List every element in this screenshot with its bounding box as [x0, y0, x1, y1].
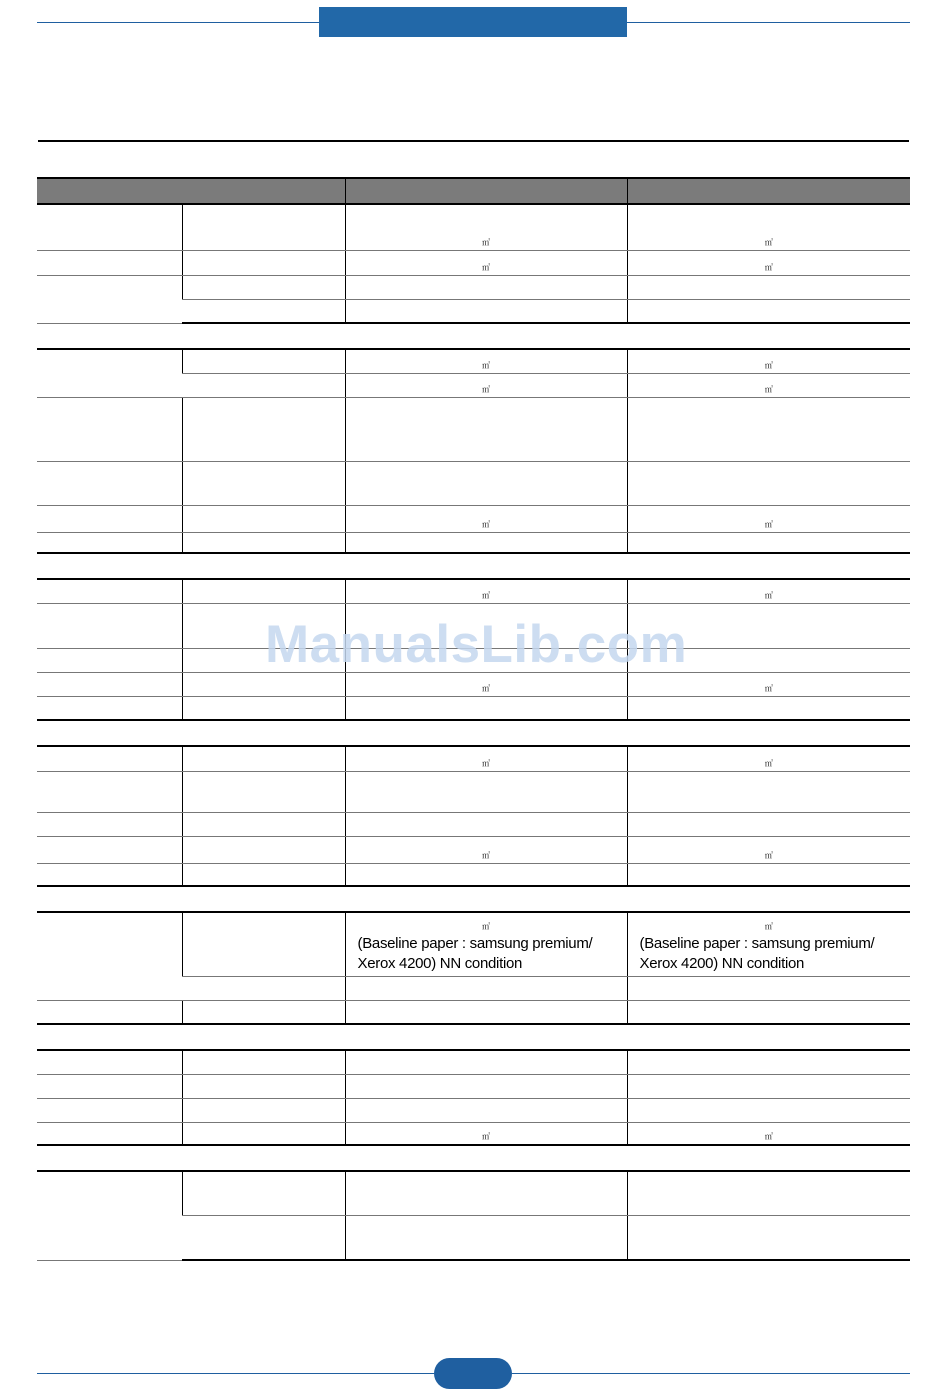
- table-row: [37, 250, 910, 275]
- table-cell: [37, 648, 182, 672]
- table-cell: [182, 250, 345, 275]
- unit-label: ㎥: [764, 921, 773, 931]
- table-cell: [345, 1122, 627, 1145]
- table-cell: [345, 250, 627, 275]
- table-cell: [627, 397, 910, 461]
- table-cell: [37, 397, 182, 461]
- table-cell: [37, 1098, 182, 1122]
- table-cell: [182, 373, 345, 397]
- table-row: [37, 461, 910, 505]
- table-row: [37, 275, 910, 299]
- baseline-note-line1: (Baseline paper : samsung premium/: [639, 934, 875, 952]
- table-cell: [345, 461, 627, 505]
- table-cell: [182, 648, 345, 672]
- baseline-note-line2: Xerox 4200) NN condition: [639, 954, 805, 972]
- table-cell: [345, 505, 627, 532]
- table-cell: [37, 696, 182, 720]
- table-cell: [37, 771, 182, 812]
- table-row: [37, 746, 910, 771]
- table-cell: [37, 461, 182, 505]
- unit-label: ㎥: [764, 360, 773, 370]
- bottom-left-rule: [37, 1373, 434, 1374]
- table-cell: [627, 299, 910, 323]
- header-cell-model-a: [345, 178, 627, 204]
- table-cell: [345, 1050, 627, 1074]
- table-cell: [37, 863, 182, 886]
- table-cell: [345, 397, 627, 461]
- table-cell: [627, 505, 910, 532]
- unit-label: ㎥: [482, 237, 490, 247]
- table-row: [37, 603, 910, 648]
- unit-label: ㎥: [764, 1132, 773, 1141]
- unit-label: ㎥: [482, 262, 490, 272]
- table-row: [37, 532, 910, 553]
- table-cell: [37, 1171, 182, 1260]
- table-cell: [182, 532, 345, 553]
- table-cell: [182, 1171, 345, 1215]
- table-cell: [182, 1122, 345, 1145]
- table-cell: [627, 1050, 910, 1074]
- table-cell: [37, 275, 182, 323]
- table-cell: [37, 746, 182, 771]
- unit-label: ㎥: [764, 758, 773, 768]
- unit-label: ㎥: [482, 384, 490, 394]
- table-cell: [182, 696, 345, 720]
- table-cell: [345, 648, 627, 672]
- table-row: [37, 397, 910, 461]
- unit-label: ㎥: [764, 683, 773, 693]
- unit-label: ㎥: [764, 237, 773, 247]
- table-cell: [182, 349, 345, 373]
- table-cell: [37, 250, 182, 275]
- table-cell: [627, 672, 910, 696]
- table-cell: [345, 373, 627, 397]
- table-cell: [182, 771, 345, 812]
- table-cell: [345, 771, 627, 812]
- table-cell: [182, 1098, 345, 1122]
- table-row: [37, 1000, 910, 1024]
- table-row: [37, 1122, 910, 1145]
- table-cell: [345, 532, 627, 553]
- header-banner: [319, 7, 627, 37]
- table-cell: [627, 746, 910, 771]
- page-number-pill: [434, 1358, 512, 1389]
- unit-label: ㎥: [482, 519, 490, 529]
- table-cell: [627, 532, 910, 553]
- table-cell: [182, 812, 345, 836]
- table-cell: [345, 976, 627, 1000]
- table-cell: [182, 672, 345, 696]
- table-row: [37, 1171, 910, 1215]
- table-cell: [37, 1074, 182, 1098]
- table-cell: [182, 863, 345, 886]
- section-gap-row: [37, 553, 910, 579]
- table-row: [37, 579, 910, 603]
- bottom-right-rule: [512, 1373, 910, 1374]
- table-cell: [182, 579, 345, 603]
- table-cell: [345, 349, 627, 373]
- baseline-note: [628, 934, 911, 976]
- table-cell: [182, 275, 345, 299]
- table-cell: [182, 299, 345, 323]
- unit-label: ㎥: [482, 921, 490, 931]
- table-cell: [345, 696, 627, 720]
- table-cell: [627, 1215, 910, 1260]
- table-cell: [345, 1000, 627, 1024]
- table-cell: [627, 275, 910, 299]
- table-cell: [627, 579, 910, 603]
- table-row: [37, 1074, 910, 1098]
- table-row: [37, 696, 910, 720]
- header-cell-item: [37, 178, 345, 204]
- table-cell: [182, 1215, 345, 1260]
- table-cell: [627, 976, 910, 1000]
- unit-label: ㎥: [482, 758, 490, 768]
- table-header-row: [37, 178, 910, 204]
- table-cell: [627, 1098, 910, 1122]
- unit-label: ㎥: [482, 683, 490, 693]
- unit-label: ㎥: [764, 850, 773, 860]
- table-cell: [345, 1074, 627, 1098]
- table-cell: [627, 204, 910, 250]
- table-cell: [345, 275, 627, 299]
- table-cell: [37, 836, 182, 863]
- section-gap-row: [37, 323, 910, 349]
- table-cell: [182, 1000, 345, 1024]
- table-row: [37, 204, 910, 250]
- section-gap-row: [37, 720, 910, 746]
- unit-label: ㎥: [764, 262, 773, 272]
- table-cell: [627, 812, 910, 836]
- table-cell: [345, 672, 627, 696]
- watermark: ManualsLib.com: [265, 615, 688, 674]
- table-cell: [37, 1050, 182, 1074]
- table-cell: [345, 836, 627, 863]
- table-cell: [627, 863, 910, 886]
- unit-label: ㎥: [764, 590, 773, 600]
- table-cell: [627, 373, 910, 397]
- table-cell: [37, 912, 182, 1000]
- baseline-note: [346, 934, 627, 976]
- title-rule: [38, 140, 909, 142]
- top-right-rule: [627, 22, 910, 23]
- table-cell: [182, 746, 345, 771]
- section-gap-row: [37, 1145, 910, 1171]
- table-cell: [345, 1098, 627, 1122]
- table-cell: [627, 250, 910, 275]
- table-cell: [345, 1171, 627, 1215]
- table-cell: [37, 1000, 182, 1024]
- section-gap-row: [37, 1024, 910, 1050]
- table-cell: [345, 603, 627, 648]
- table-cell: [627, 461, 910, 505]
- table-cell: [37, 1122, 182, 1145]
- table-cell: [182, 397, 345, 461]
- unit-label: ㎥: [482, 1132, 490, 1141]
- table-cell: [627, 1074, 910, 1098]
- table-cell: [627, 771, 910, 812]
- table-cell: [37, 579, 182, 603]
- table-row: [37, 812, 910, 836]
- table-cell: [182, 976, 345, 1000]
- table-cell: [345, 579, 627, 603]
- unit-label: ㎥: [482, 360, 490, 370]
- unit-label: ㎥: [764, 519, 773, 529]
- table-cell: [37, 349, 182, 397]
- table-cell: [182, 461, 345, 505]
- table-cell: [182, 204, 345, 250]
- table-cell: [345, 1215, 627, 1260]
- top-left-rule: [37, 22, 319, 23]
- table-cell: [345, 863, 627, 886]
- table-cell: [627, 836, 910, 863]
- table-row: [37, 505, 910, 532]
- table-cell: [345, 204, 627, 250]
- table-cell: [37, 204, 182, 250]
- table-row: [37, 1050, 910, 1074]
- table-cell: [182, 912, 345, 976]
- table-row: [37, 863, 910, 886]
- table-cell: [627, 349, 910, 373]
- header-cell-model-b: [627, 178, 910, 204]
- table-cell: [627, 1171, 910, 1215]
- table-row: [37, 648, 910, 672]
- table-cell: [37, 812, 182, 836]
- table-cell: [182, 603, 345, 648]
- table-row: [37, 771, 910, 812]
- baseline-note-line2: Xerox 4200) NN condition: [357, 954, 523, 972]
- table-cell: [37, 603, 182, 648]
- table-cell: [182, 1050, 345, 1074]
- table-cell: [37, 505, 182, 532]
- baseline-note-line1: (Baseline paper : samsung premium/: [357, 934, 593, 952]
- table-cell: [627, 912, 910, 976]
- spec-table: [37, 177, 910, 1261]
- table-cell: [37, 672, 182, 696]
- table-cell: [627, 1000, 910, 1024]
- table-row: [37, 1098, 910, 1122]
- table-cell: [627, 603, 910, 648]
- table-row: [37, 912, 910, 976]
- table-row: [37, 349, 910, 373]
- section-gap-row: [37, 886, 910, 912]
- table-cell: [627, 696, 910, 720]
- unit-label: ㎥: [482, 850, 490, 860]
- table-cell: [345, 746, 627, 771]
- table-cell: [345, 299, 627, 323]
- table-row: [37, 672, 910, 696]
- table-cell: [182, 505, 345, 532]
- unit-label: ㎥: [482, 590, 490, 600]
- unit-label: ㎥: [764, 384, 773, 394]
- table-cell: [345, 912, 627, 976]
- table-cell: [627, 1122, 910, 1145]
- table-cell: [37, 532, 182, 553]
- table-cell: [182, 836, 345, 863]
- table-cell: [182, 1074, 345, 1098]
- table-row: [37, 836, 910, 863]
- table-cell: [627, 648, 910, 672]
- table-cell: [345, 812, 627, 836]
